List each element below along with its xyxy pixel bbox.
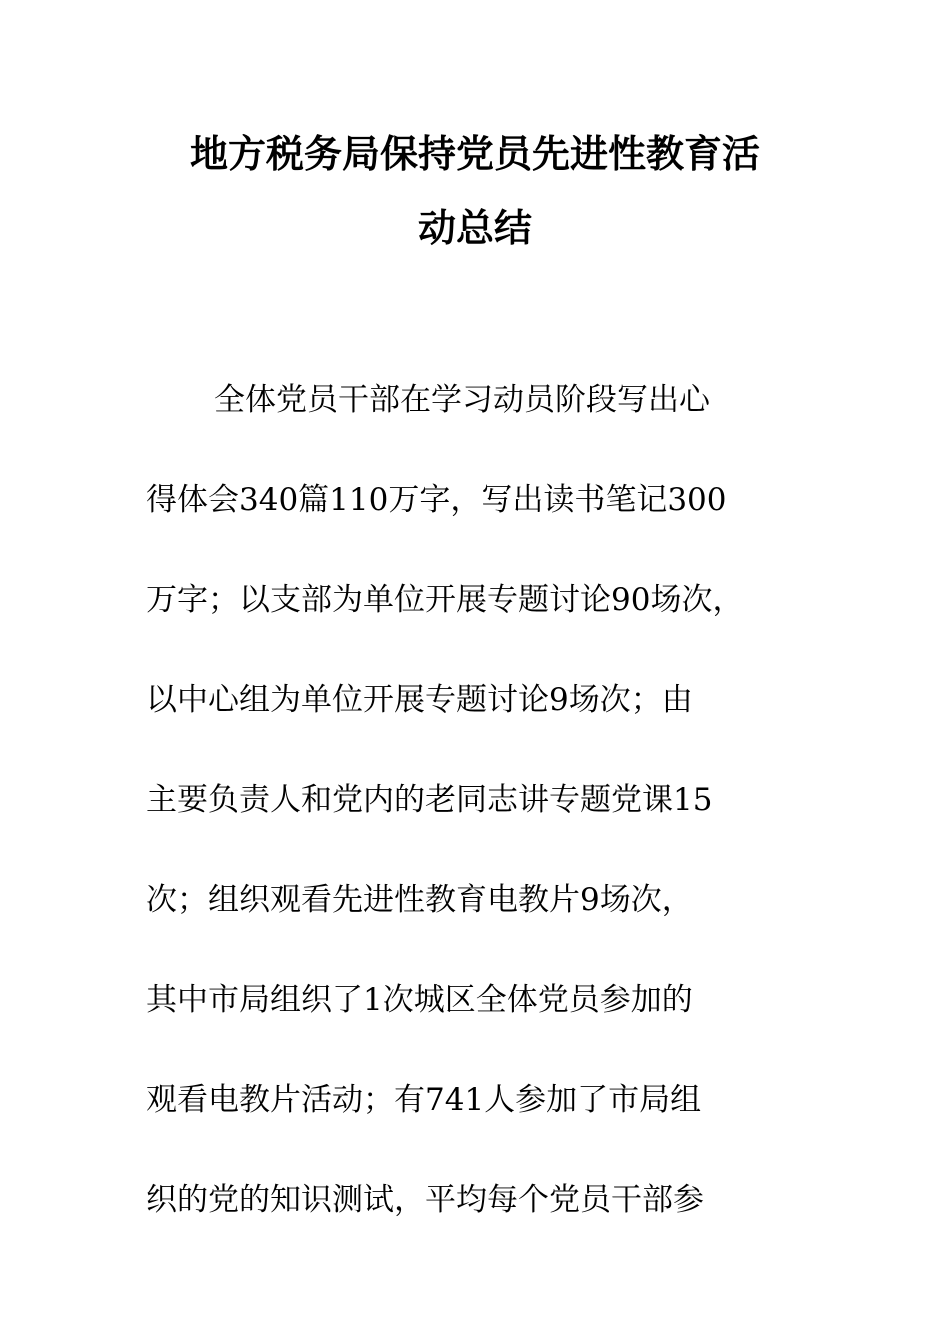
body-paragraph-line-2: 得体会340篇110万字，写出读书笔记300 — [146, 482, 727, 518]
body-paragraph-line-3: 万字；以支部为单位开展专题讨论90场次， — [146, 582, 744, 618]
body-paragraph-line-7: 其中市局组织了1次城区全体党员参加的 — [146, 982, 693, 1018]
body-paragraph-line-8: 观看电教片活动；有741人参加了市局组 — [146, 1082, 702, 1118]
body-paragraph-line-9: 织的党的知识测试，平均每个党员干部参 — [146, 1182, 704, 1218]
body-paragraph-line-6: 次；组织观看先进性教育电教片9场次， — [146, 882, 693, 918]
body-paragraph-line-1: 全体党员干部在学习动员阶段写出心 — [214, 382, 710, 418]
body-paragraph-line-4: 以中心组为单位开展专题讨论9场次；由 — [146, 682, 693, 718]
document-title-line-1: 地方税务局保持党员先进性教育活 — [189, 132, 760, 176]
document-title-line-2: 动总结 — [417, 206, 532, 250]
body-paragraph-line-5: 主要负责人和党内的老同志讲专题党课15 — [146, 782, 713, 818]
